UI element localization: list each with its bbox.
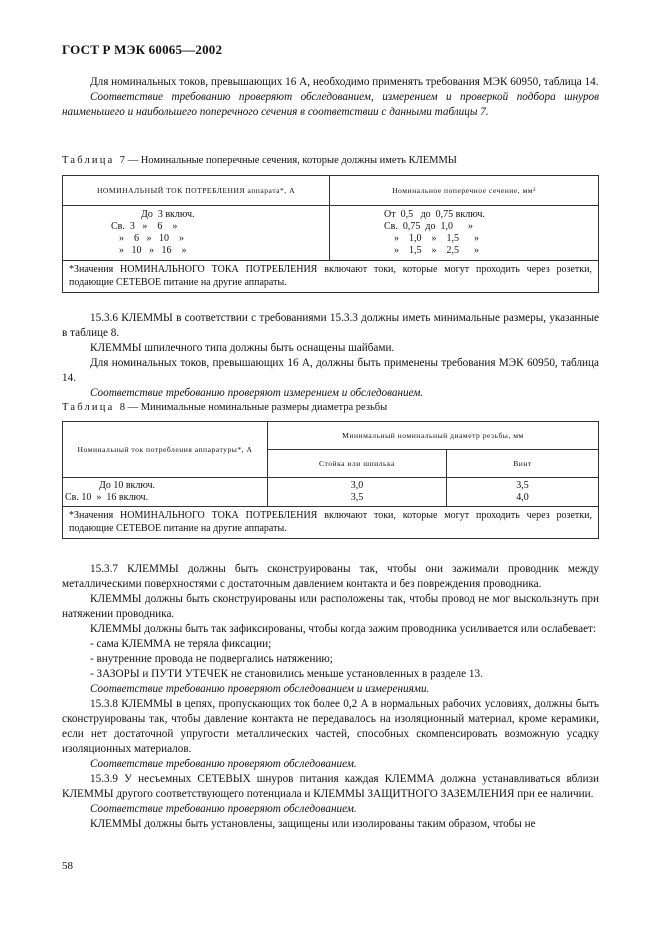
table8-sub-stud: Стойка или шпилька [268,450,447,478]
table7-current-row: До 3 включ. [141,209,195,220]
table7-section-row: Св. 0,75 до 1,0 » [384,221,473,232]
table8-current-row: Св. 10 » 16 включ. [65,492,149,503]
sec1539-compliance: Соответствие требованию проверяют обследованием. [90,803,357,815]
sec1537-compliance: Соответствие требованию проверяют обследованием и измерениями. [90,683,430,695]
table7-current-cell [63,206,330,261]
table8-caption-text: 8 — Минимальные номинальные размеры диаметра резьбы [119,402,388,413]
sec1536-p2: КЛЕММЫ шпилечного типа должны быть оснащены шайбами. [90,342,395,354]
table7-footnote: *Значения НОМИНАЛЬНОГО ТОКА ПОТРЕБЛЕНИЯ включают токи, которые могут проходить через розетки, подающие СЕТЕВОЕ питание на другие аппараты. [63,261,599,293]
intro-paragraph: Для номинальных токов, превышающих 16 А, необходимо применять требования МЭК 60950, таблица 14. [90,76,599,88]
table8-screw-value: 3,5 [516,480,529,491]
table7 [62,175,599,293]
table8-stud-value: 3,5 [350,492,364,503]
sec1537-dash-item: - внутренние провода не подвергались натяжению; [90,653,333,665]
table7-caption-label: Таблица [62,155,115,166]
section-15-3-7 [62,562,599,832]
sec1536-p3: Для номинальных токов, превышающих 16 А, должны быть применены требования МЭК 60950, таблица 14. [62,357,599,384]
table8-stud-cell [268,478,447,507]
sec1536-compliance: Соответствие требованию проверяют измерением и обследованием. [90,387,424,399]
table8-col1-header: Номинальный ток потребления аппаратуры*, А [63,422,268,478]
sec1538-compliance: Соответствие требованию проверяют обследованием. [90,758,357,770]
table8-footnote: *Значения НОМИНАЛЬНОГО ТОКА ПОТРЕБЛЕНИЯ включают токи, которые могут проходить через розетки, подающие СЕТЕВОЕ питание на другие аппараты. [63,507,599,539]
sec1537-dash-item: - ЗАЗОРЫ и ПУТИ УТЕЧЕК не становились меньше установленных в разделе 13. [90,668,483,680]
table7-col1-header: НОМИНАЛЬНЫЙ ТОК ПОТРЕБЛЕНИЯ аппарата*, А [63,176,330,206]
sec1537-p3: КЛЕММЫ должны быть так зафиксированы, чтобы когда зажим проводника усиливается или ослабевает: [90,623,597,635]
table7-section-row: » 1,0 » 1,5 » [394,233,479,244]
table7-caption-text: 7 — Номинальные поперечные сечения, которые должны иметь КЛЕММЫ [119,155,457,166]
sec1538-p1: 15.3.8 КЛЕММЫ в цепях, пропускающих ток более 0,2 А в нормальных рабочих условиях, должны быть сконструированы так, чтобы давление контакта не передавалось на изоляционный материал, кроме керамики, если нет достаточной упругости металлических частей, способных скомпенсировать возможную усадку изоляционных материалов. [62,698,599,755]
table7-current-row: Св. 3 » 6 » [111,221,178,232]
page-header: ГОСТ Р МЭК 60065—2002 [62,42,223,57]
intro-compliance: Соответствие требованию проверяют обследованием, измерением и проверкой подбора шнуров наименьшего и наибольшего поперечного сечения в соответствии с данными таблицы 7. [62,91,599,118]
intro-block [62,75,599,120]
table8-caption [62,402,387,413]
sec1537-p1: 15.3.7 КЛЕММЫ должны быть сконструированы так, чтобы они зажимали проводник между металлическими поверхностями с достаточным давлением контакта и без повреждения проводника. [62,563,599,590]
sec1536-p1: 15.3.6 КЛЕММЫ в соответствии с требованиями 15.3.3 должны иметь минимальные размеры, указанные в таблице 8. [62,312,599,339]
table8-screw-cell [447,478,599,507]
table7-current-row: » 6 » 10 » [119,233,184,244]
table8-current-cell [63,478,268,507]
table7-col2-header: Номинальное поперечное сечение, мм² [330,176,599,206]
sec1539-p1: 15.3.9 У несъемных СЕТЕВЫХ шнуров питания каждая КЛЕММА должна устанавливаться вблизи КЛЕММЫ другого соответствующего потенциала и КЛЕММЫ ЗАЩИТНОГО ЗАЗЕМЛЕНИЯ при ее наличии. [62,773,599,800]
page-number: 58 [62,860,73,872]
table7-section-row: » 1,5 » 2,5 » [394,245,479,256]
table7-section-row: От 0,5 до 0,75 включ. [384,209,485,220]
table8-caption-label: Таблица [62,402,115,413]
table8 [62,421,599,539]
section-15-3-6 [62,311,599,401]
sec1537-p2: КЛЕММЫ должны быть сконструированы или расположены так, чтобы провод не мог выскользнуть при натяжении проводника. [62,593,599,620]
sec1537-dash-item: - сама КЛЕММА не теряла фиксации; [90,638,272,650]
table7-section-cell [330,206,599,261]
table8-current-row: До 10 включ. [99,480,156,491]
table8-sub-screw: Винт [447,450,599,478]
table7-caption [62,155,457,166]
sec1539-p3: КЛЕММЫ должны быть установлены, защищены или изолированы таким образом, чтобы не [90,818,536,830]
table7-current-row: » 10 » 16 » [119,245,187,256]
table8-screw-value: 4,0 [516,492,529,503]
table8-col2-header: Минимальный номинальный диаметр резьбы, мм [268,422,599,450]
table8-stud-value: 3,0 [350,480,364,491]
